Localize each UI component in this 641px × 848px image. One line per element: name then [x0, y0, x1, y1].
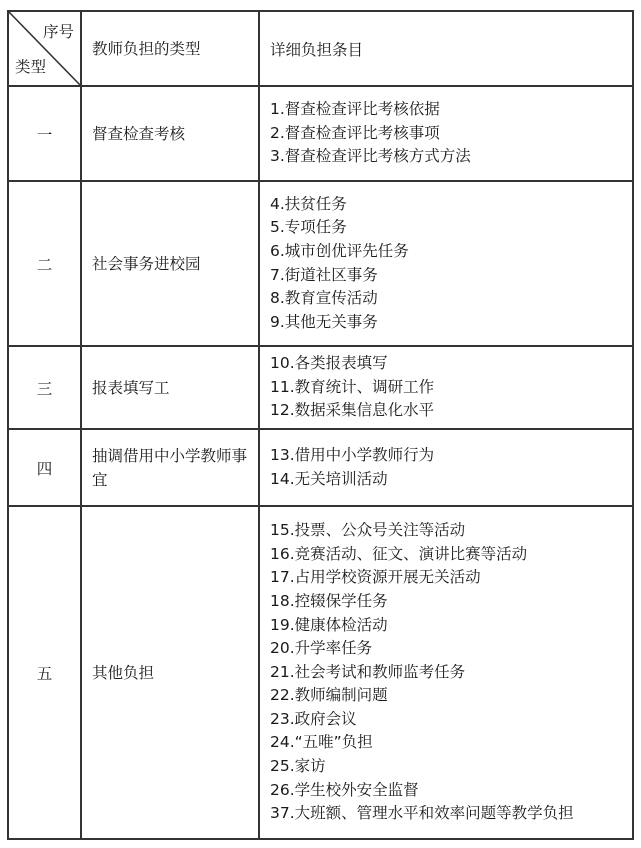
- header-row: [8, 11, 633, 86]
- table-row: [8, 181, 633, 346]
- burden-items-cell: [259, 346, 633, 429]
- burden-item: 5.专项任务: [270, 218, 347, 237]
- corner-top-label: 序号: [42, 23, 74, 41]
- corner-header-cell: [8, 11, 81, 86]
- table-row: [8, 429, 633, 506]
- teacher-burden-table: [7, 10, 634, 840]
- row-number: 五: [8, 506, 81, 839]
- table-row: [8, 86, 633, 181]
- burden-item: 20.升学率任务: [270, 639, 373, 658]
- burden-item: 37.大班额、管理水平和效率问题等教学负担: [270, 804, 574, 823]
- table-row: [8, 506, 633, 839]
- burden-item: 2.督查检查评比考核事项: [270, 123, 440, 142]
- burden-item: 22.教师编制问题: [270, 686, 388, 705]
- burden-item: 3.督查检查评比考核方式方法: [270, 147, 471, 166]
- col-header-items: 详细负担条目: [259, 11, 633, 86]
- burden-items-cell: [259, 86, 633, 181]
- burden-item: 6.城市创优评先任务: [270, 241, 409, 260]
- burden-item: 4.扶贫任务: [270, 194, 347, 213]
- burden-items-cell: [259, 429, 633, 506]
- row-number: 三: [8, 346, 81, 429]
- burden-item: 9.其他无关事务: [270, 312, 378, 331]
- burden-item: 7.街道社区事务: [270, 265, 378, 284]
- row-number: 一: [8, 86, 81, 181]
- burden-item: 25.家访: [270, 757, 326, 776]
- corner-bottom-label: 类型: [15, 58, 47, 76]
- col-header-type: 教师负担的类型: [81, 11, 259, 86]
- burden-item: 23.政府会议: [270, 709, 357, 728]
- burden-item: 12.数据采集信息化水平: [270, 401, 435, 420]
- burden-item: 26.学生校外安全监督: [270, 780, 419, 799]
- table-row: [8, 346, 633, 429]
- burden-item: 21.社会考试和教师监考任务: [270, 662, 466, 681]
- burden-item: 13.借用中小学教师行为: [270, 445, 435, 464]
- row-number: 四: [8, 429, 81, 506]
- burden-item: 17.占用学校资源开展无关活动: [270, 568, 481, 587]
- burden-item: 16.竞赛活动、征文、演讲比赛等活动: [270, 544, 528, 563]
- burden-type: 督查检查考核: [81, 86, 259, 181]
- burden-type: 社会事务进校园: [81, 181, 259, 346]
- burden-item: 19.健康体检活动: [270, 615, 388, 634]
- burden-item: 24.“五唯”负担: [270, 733, 373, 752]
- burden-items-cell: [259, 506, 633, 839]
- burden-type: 其他负担: [81, 506, 259, 839]
- burden-item: 8.教育宣传活动: [270, 289, 378, 308]
- burden-type: 报表填写工: [81, 346, 259, 429]
- burden-item: 1.督查检查评比考核依据: [270, 100, 440, 119]
- burden-item: 14.无关培训活动: [270, 469, 388, 488]
- burden-item: 15.投票、公众号关注等活动: [270, 521, 466, 540]
- burden-item: 11.教育统计、调研工作: [270, 377, 435, 396]
- burden-item: 18.控辍保学任务: [270, 591, 388, 610]
- row-number: 二: [8, 181, 81, 346]
- burden-type: 抽调借用中小学教师事宜: [81, 429, 259, 506]
- burden-item: 10.各类报表填写: [270, 354, 388, 373]
- burden-items-cell: [259, 181, 633, 346]
